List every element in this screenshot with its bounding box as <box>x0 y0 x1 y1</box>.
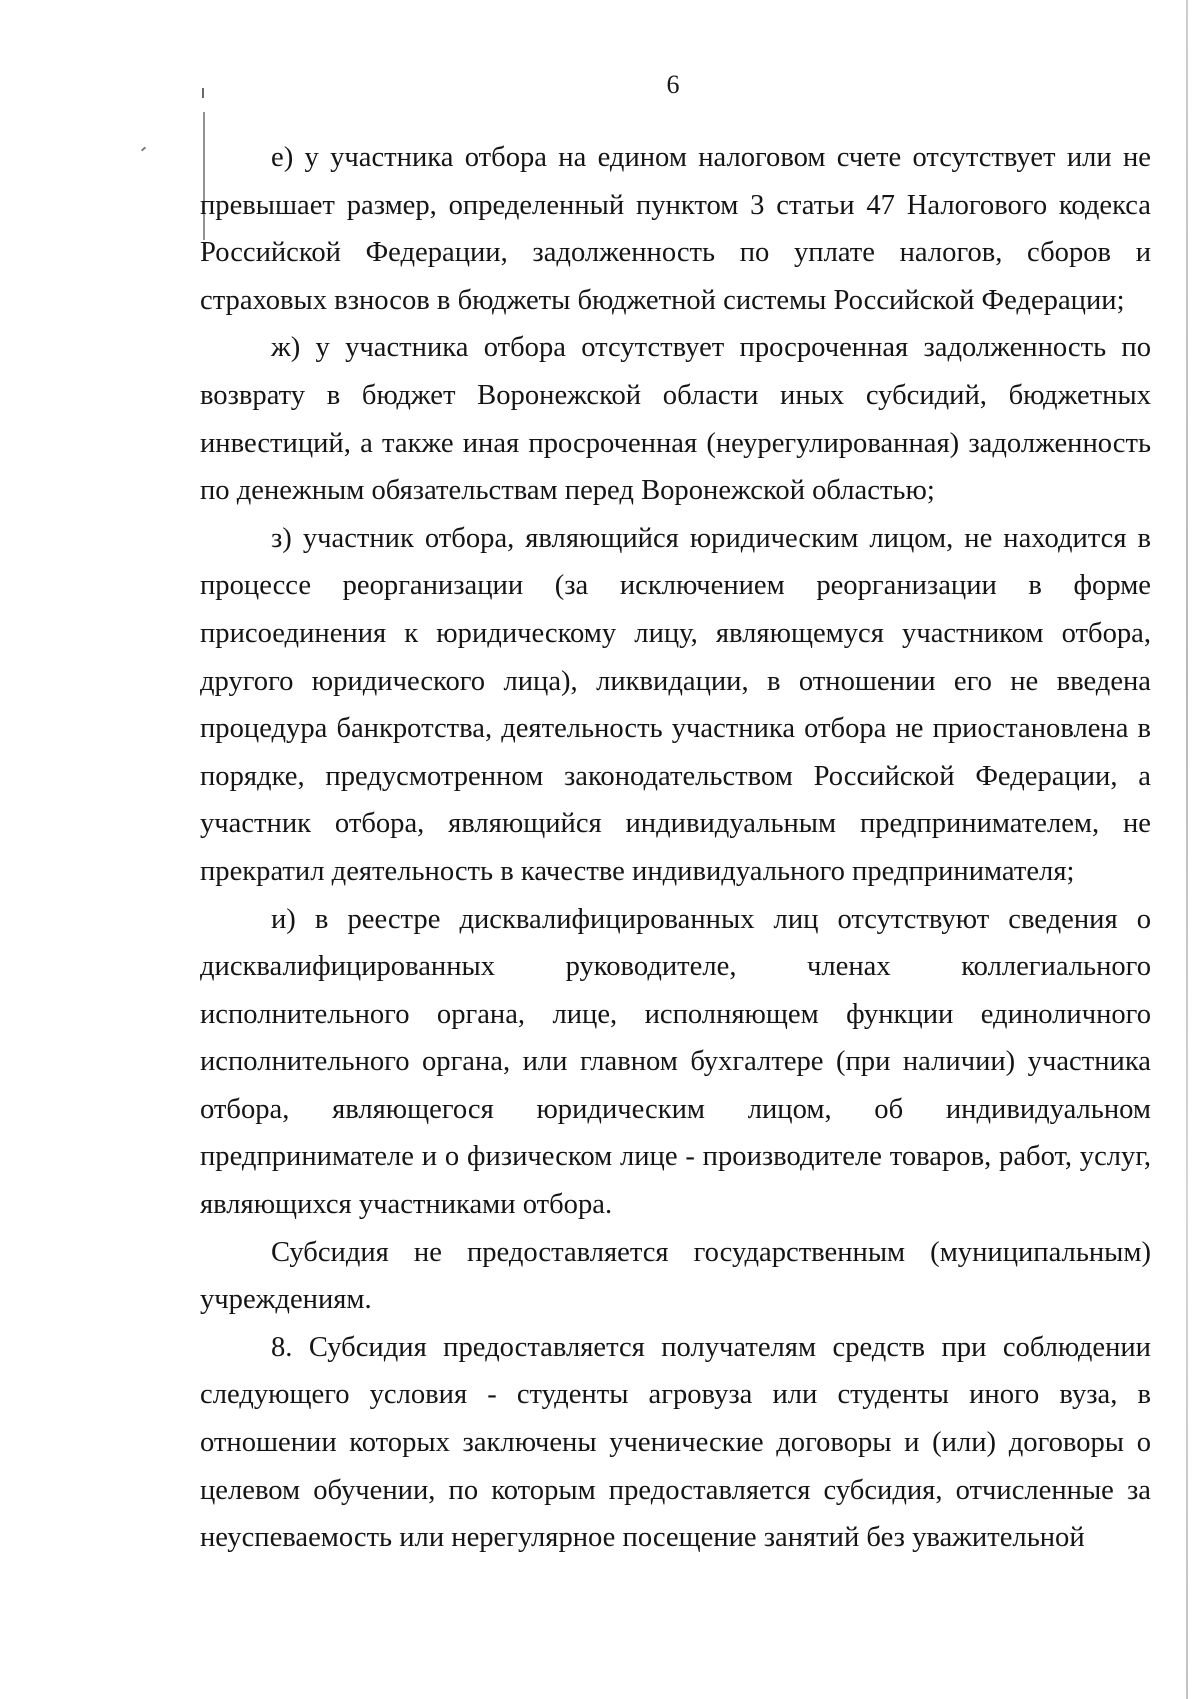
paragraph-i: и) в реестре дисквалифицированных лиц отсутствуют сведения о дисквалифицированных руководителе, членах коллегиального исполнительного органа, лице, исполняющем функции единоличного исполнительного органа, или главном бухгалтере (при наличии) участника отбора, являющегося юридическим лицом, об индивидуальном предпринимателе и о физическом лице - производителе товаров, работ, услуг, являющихся участниками отбора. <box>200 903 1151 1221</box>
document-body <box>200 134 1151 1562</box>
page-number: 6 <box>666 70 680 99</box>
stray-pen-mark <box>141 147 146 152</box>
paragraph-zh: ж) у участника отбора отсутствует просроченная задолженность по возврату в бюджет Воронежской области иных субсидий, бюджетных инвестиций, а также иная просроченная (неурегулированная) задолженность по денежным обязательствам перед Воронежской областью; <box>200 332 1151 507</box>
paragraph-e: е) у участника отбора на едином налоговом счете отсутствует или не превышает размер, определенный пунктом 3 статьи 47 Налогового кодекса Российской Федерации, задолженность по уплате налогов, сборов и страховых взносов в бюджеты бюджетной системы Российской Федерации; <box>200 142 1151 316</box>
scan-edge-shadow <box>1186 0 1188 1699</box>
paragraph-z: з) участник отбора, являющийся юридическим лицом, не находится в процессе реорганизации (за исключением реорганизации в форме присоединения к юридическому лицу, являющемуся участником отбора, другого юридического лица), ликвидации, в отношении его не введена процедура банкротства, деятельность участника отбора не приостановлена в порядке, предусмотренном законодательством Российской Федерации, а участник отбора, являющийся индивидуальным предпринимателем, не прекратил деятельность в качестве индивидуального предпринимателя; <box>200 522 1151 887</box>
paragraph-subsidy-exclusion: Субсидия не предоставляется государственным (муниципальным) учреждениям. <box>200 1236 1151 1316</box>
paragraph-8: 8. Субсидия предоставляется получателям средств при соблюдении следующего условия - студенты агровуза или студенты иного вуза, в отношении которых заключены ученические договоры и (или) договоры о целевом обучении, по которым предоставляется субсидия, отчисленные за неуспеваемость или нерегулярное посещение занятий без уважительной <box>200 1331 1151 1554</box>
